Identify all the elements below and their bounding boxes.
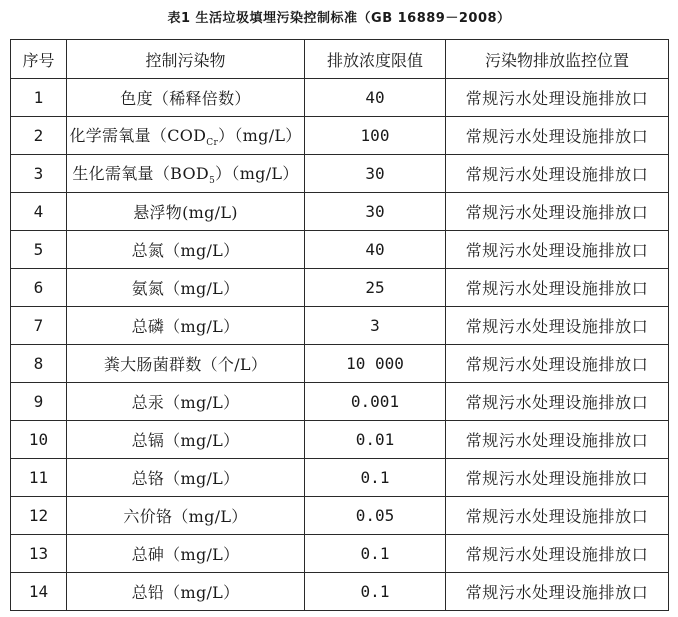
header-pollutant: 控制污染物	[67, 40, 305, 79]
row-limit: 0.1	[305, 573, 446, 611]
row-no: 8	[11, 345, 67, 383]
row-pollutant: 总磷（mg/L）	[67, 307, 305, 345]
row-no: 3	[11, 155, 67, 193]
row-no: 14	[11, 573, 67, 611]
pollutant-name-subscript: 5	[209, 176, 216, 187]
row-pollutant: 氨氮（mg/L）	[67, 269, 305, 307]
row-pollutant: 六价铬（mg/L）	[67, 497, 305, 535]
pollutant-standards-table	[10, 39, 669, 611]
pollutant-name-suffix: ）（mg/L）	[218, 125, 302, 145]
row-location: 常规污水处理设施排放口	[446, 307, 669, 345]
row-location: 常规污水处理设施排放口	[446, 459, 669, 497]
table-row	[11, 421, 669, 459]
row-limit: 30	[305, 193, 446, 231]
row-pollutant: 总砷（mg/L）	[67, 535, 305, 573]
row-pollutant: 总氮（mg/L）	[67, 231, 305, 269]
row-limit: 0.01	[305, 421, 446, 459]
row-pollutant: 总镉（mg/L）	[67, 421, 305, 459]
pollutant-name-prefix: 生化需氧量（BOD	[72, 163, 210, 183]
table-row	[11, 459, 669, 497]
header-location: 污染物排放监控位置	[446, 40, 669, 79]
table-header-row	[11, 40, 669, 79]
row-no: 9	[11, 383, 67, 421]
row-pollutant: 总铬（mg/L）	[67, 459, 305, 497]
row-pollutant: 悬浮物(mg/L)	[67, 193, 305, 231]
row-pollutant	[67, 155, 305, 193]
row-pollutant: 总汞（mg/L）	[67, 383, 305, 421]
table-row	[11, 155, 669, 193]
table-row	[11, 117, 669, 155]
row-location: 常规污水处理设施排放口	[446, 345, 669, 383]
row-pollutant: 总铅（mg/L）	[67, 573, 305, 611]
row-location: 常规污水处理设施排放口	[446, 79, 669, 117]
row-pollutant: 粪大肠菌群数（个/L）	[67, 345, 305, 383]
row-location: 常规污水处理设施排放口	[446, 535, 669, 573]
row-pollutant: 色度（稀释倍数）	[67, 79, 305, 117]
row-location: 常规污水处理设施排放口	[446, 193, 669, 231]
pollutant-name-subscript: Cr	[206, 138, 219, 149]
row-limit: 3	[305, 307, 446, 345]
row-limit: 100	[305, 117, 446, 155]
row-location: 常规污水处理设施排放口	[446, 117, 669, 155]
row-no: 5	[11, 231, 67, 269]
header-no: 序号	[11, 40, 67, 79]
table-row	[11, 193, 669, 231]
table-row	[11, 497, 669, 535]
row-location: 常规污水处理设施排放口	[446, 155, 669, 193]
row-no: 6	[11, 269, 67, 307]
pollutant-name-suffix: ）（mg/L）	[215, 163, 299, 183]
table-caption: 表1 生活垃圾填埋污染控制标准（GB 16889－2008）	[167, 11, 511, 26]
row-no: 2	[11, 117, 67, 155]
row-limit: 25	[305, 269, 446, 307]
row-no: 11	[11, 459, 67, 497]
row-no: 12	[11, 497, 67, 535]
header-limit: 排放浓度限值	[305, 40, 446, 79]
row-location: 常规污水处理设施排放口	[446, 497, 669, 535]
row-no: 13	[11, 535, 67, 573]
row-limit: 0.001	[305, 383, 446, 421]
table-row	[11, 231, 669, 269]
pollutant-name-prefix: 化学需氧量（COD	[69, 125, 207, 145]
row-limit: 0.1	[305, 459, 446, 497]
row-limit: 40	[305, 231, 446, 269]
row-limit: 0.05	[305, 497, 446, 535]
row-location: 常规污水处理设施排放口	[446, 231, 669, 269]
row-limit: 30	[305, 155, 446, 193]
row-location: 常规污水处理设施排放口	[446, 573, 669, 611]
row-pollutant	[67, 117, 305, 155]
row-location: 常规污水处理设施排放口	[446, 269, 669, 307]
table-row	[11, 269, 669, 307]
row-no: 10	[11, 421, 67, 459]
row-no: 7	[11, 307, 67, 345]
table-row	[11, 383, 669, 421]
row-limit: 40	[305, 79, 446, 117]
row-limit: 0.1	[305, 535, 446, 573]
table-row	[11, 535, 669, 573]
table-row	[11, 345, 669, 383]
row-no: 1	[11, 79, 67, 117]
row-location: 常规污水处理设施排放口	[446, 383, 669, 421]
table-row	[11, 79, 669, 117]
row-location: 常规污水处理设施排放口	[446, 421, 669, 459]
row-no: 4	[11, 193, 67, 231]
table-row	[11, 307, 669, 345]
row-limit: 10 000	[305, 345, 446, 383]
table-row	[11, 573, 669, 611]
